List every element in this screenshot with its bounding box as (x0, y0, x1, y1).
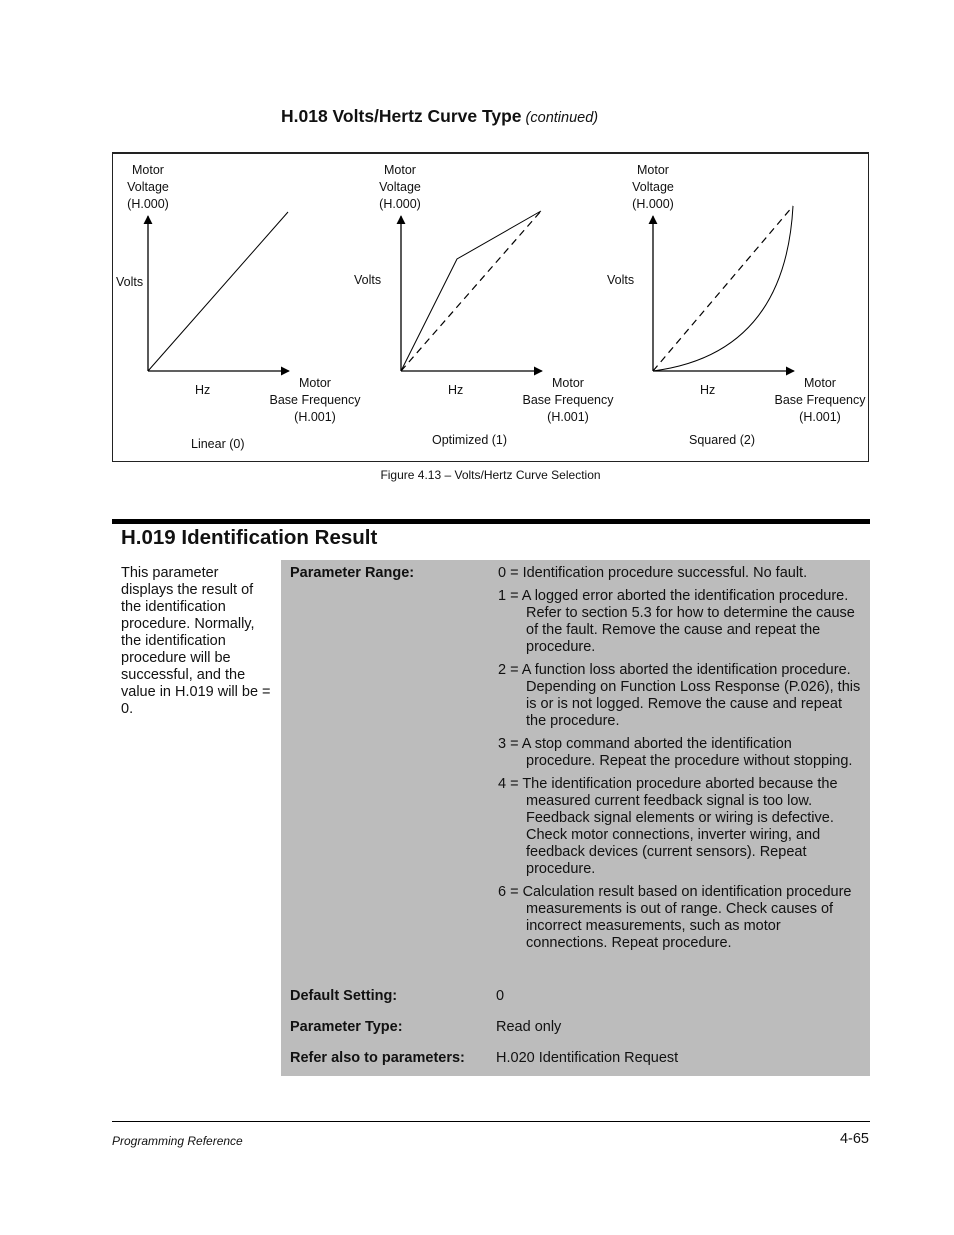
range-label: Parameter Range: (290, 565, 415, 581)
squared-volts-label: Volts (607, 273, 635, 287)
footer-rule (112, 1121, 870, 1122)
linear-x-label: Motor Base Frequency (H.001) (269, 376, 361, 424)
range-value-item: 3 = A stop command aborted the identification procedure. Repeat the procedure without stopping. (498, 736, 853, 769)
optimized-volts-label: Volts (354, 273, 382, 287)
linear-y-label: Motor Voltage (H.000) (127, 163, 169, 211)
squared-name: Squared (2) (689, 433, 756, 447)
range-value-item: 4 = The identification procedure aborted because the measured current feedback signal is too low. Feedback signal elements or wiring is defective. Check motor connections, inverter wiring, and feedback devices (current sensors). Repeat procedure. (498, 776, 838, 877)
parameter-title: H.019 Identification Result (121, 526, 378, 549)
continued-note: (continued) (525, 110, 599, 126)
optimized-x-label: Motor Base Frequency (H.001) (522, 376, 614, 424)
parameter-type-value: Read only (496, 1019, 562, 1035)
section-title: H.018 Volts/Hertz Curve Type (281, 106, 522, 126)
range-value-item: 0 = Identification procedure successful. No fault. (498, 565, 808, 581)
optimized-hz-label: Hz (448, 383, 464, 397)
page-number: 4-65 (839, 1131, 869, 1147)
optimized-linear-reference (401, 211, 541, 371)
optimized-y-label: Motor Voltage (H.000) (379, 163, 421, 211)
range-value-item: 6 = Calculation result based on identification procedure measurements is out of range. Check causes of incorrect measurements, such as motor connections. Repeat procedure. (498, 884, 852, 951)
range-values-list (498, 565, 863, 958)
vhz-figure (112, 152, 869, 462)
graph-optimized (401, 211, 542, 371)
graph-linear (148, 212, 289, 371)
refer-also-value: H.020 Identification Request (496, 1050, 679, 1066)
optimized-name: Optimized (1) (432, 433, 508, 447)
squared-y-label: Motor Voltage (H.000) (632, 163, 674, 211)
heading-rule (112, 519, 870, 524)
range-value-item: 1 = A logged error aborted the identification procedure. Refer to section 5.3 for how to determine the cause of the fault. Remove the cause and repeat the procedure. (498, 588, 855, 655)
linear-name: Linear (0) (191, 437, 245, 451)
range-value-item: 2 = A function loss aborted the identification procedure. Depending on Function Loss Response (P.026), this is or is not logged. Remove the cause and repeat the procedure. (498, 662, 861, 729)
figure-caption: Figure 4.13 – Volts/Hertz Curve Selection (380, 468, 601, 482)
default-setting-label: Default Setting: (290, 988, 398, 1004)
squared-linear-reference (653, 206, 793, 371)
parameter-table (281, 560, 870, 1076)
section-heading (281, 106, 598, 127)
linear-volts-label: Volts (116, 275, 144, 289)
linear-hz-label: Hz (195, 383, 211, 397)
squared-hz-label: Hz (700, 383, 716, 397)
squared-x-label: Motor Base Frequency (H.001) (774, 376, 866, 424)
refer-also-label: Refer also to parameters: (290, 1050, 465, 1066)
graph-squared (653, 206, 794, 371)
vhz-curves-svg (113, 154, 870, 464)
parameter-description: This parameter displays the result of the identification procedure. Normally, the identification procedure will be successful, and the value in H.019 will be = 0. (121, 565, 271, 717)
default-setting-value: 0 (496, 988, 505, 1004)
linear-curve (148, 212, 288, 371)
footer-title: Programming Reference (112, 1134, 243, 1148)
parameter-type-label: Parameter Type: (290, 1019, 403, 1035)
